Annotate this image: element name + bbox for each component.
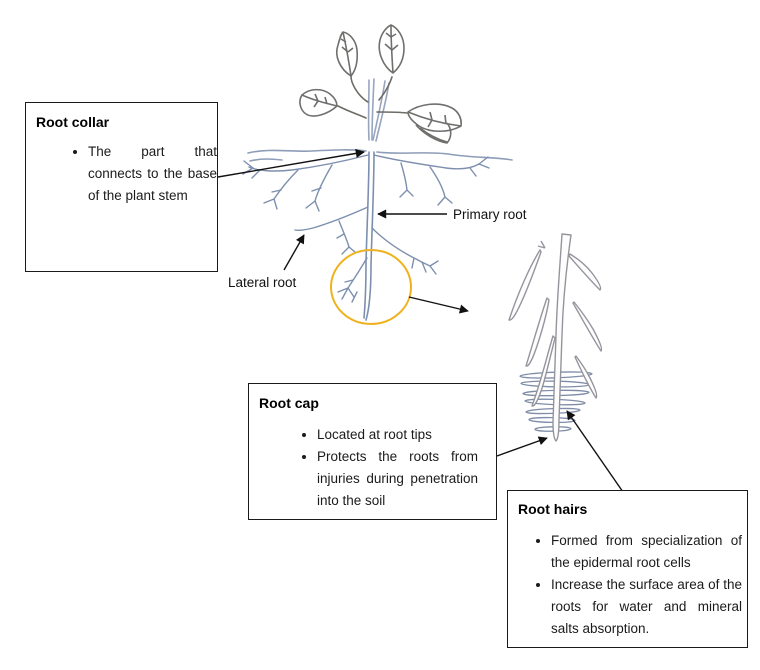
root-collar-box bbox=[25, 102, 218, 272]
stem-drawing bbox=[369, 79, 389, 141]
primary-root-label: Primary root bbox=[453, 207, 527, 222]
root-tip-detail-drawing bbox=[509, 234, 602, 441]
bullet-item: • Located at root tips bbox=[317, 424, 478, 446]
root-collar-title: Root collar bbox=[36, 114, 110, 130]
root-cap-title: Root cap bbox=[259, 395, 319, 411]
bullet-item: • Formed from specialization of the epidermal root cells bbox=[551, 530, 742, 574]
arrow-root-cap bbox=[497, 438, 547, 456]
primary-root-drawing bbox=[364, 152, 374, 320]
root-hairs-title: Root hairs bbox=[518, 501, 588, 517]
root-cap-box bbox=[248, 383, 497, 520]
root-cap-bullets bbox=[259, 424, 496, 512]
root-hairs-box bbox=[507, 490, 748, 648]
root-collar-bullets bbox=[36, 141, 217, 207]
bullet-item: • The part that connects to the base of the plant stem bbox=[88, 141, 217, 207]
arrow-magnifier bbox=[409, 297, 468, 311]
lateral-root-label: Lateral root bbox=[228, 275, 297, 290]
soil-line bbox=[248, 150, 512, 161]
bullet-item: • Protects the roots from injuries during penetration into the soil bbox=[317, 446, 478, 512]
bullet-item: • Increase the surface area of the roots for water and mineral salts absorption. bbox=[551, 574, 742, 640]
arrow-root-hairs bbox=[567, 411, 623, 492]
root-hairs-bullets bbox=[518, 530, 747, 640]
arrow-root-collar bbox=[218, 152, 364, 177]
arrow-lateral-root bbox=[284, 235, 304, 270]
